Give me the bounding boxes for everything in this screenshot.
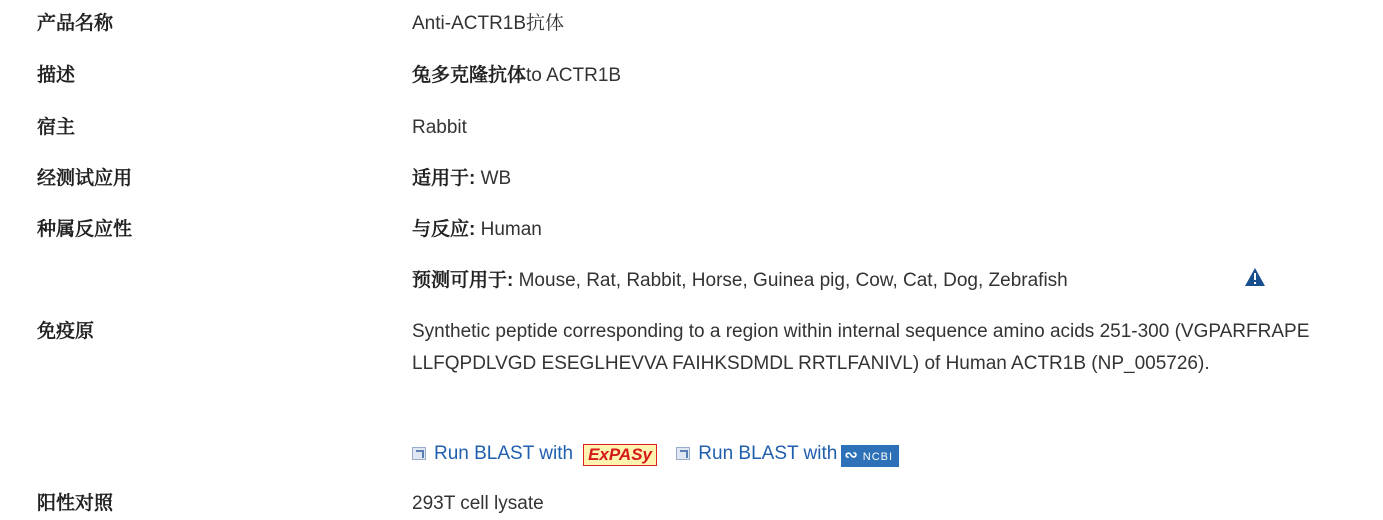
- description-bold: 兔多克隆抗体: [412, 65, 527, 86]
- value-tested-applications: [412, 163, 1357, 195]
- external-link-icon: [412, 447, 426, 460]
- reacts-bold: 与反应:: [412, 219, 476, 240]
- blast-expasy-text: Run BLAST with: [434, 443, 574, 464]
- applications-rest: WB: [475, 168, 512, 189]
- label-immunogen: 免疫原: [37, 321, 95, 342]
- label-product-name: 产品名称: [37, 13, 114, 34]
- warning-triangle-icon[interactable]: [1244, 267, 1266, 287]
- description-rest: to ACTR1B: [526, 65, 622, 86]
- expasy-logo: ExPASy: [583, 444, 657, 466]
- predicted-bold: 预测可用于:: [412, 270, 514, 291]
- predicted-rest: Mouse, Rat, Rabbit, Horse, Guinea pig, Cow, Cat, Dog, Zebrafish: [513, 270, 1068, 291]
- ncbi-logo-text: NCBI: [862, 451, 894, 463]
- value-predicted: [412, 265, 1372, 297]
- blast-links: [412, 442, 899, 467]
- blast-ncbi-text: Run BLAST with: [698, 443, 838, 464]
- reacts-rest: Human: [475, 219, 542, 240]
- label-tested-applications: 经测试应用: [37, 168, 133, 189]
- label-species-reactivity: 种属反应性: [37, 219, 133, 240]
- applications-bold: 适用于:: [412, 168, 476, 189]
- run-blast-ncbi-link[interactable]: [676, 442, 899, 467]
- value-immunogen: Synthetic peptide corresponding to a region within internal sequence amino acids 251-300 (VGPARFRAPE LLFQPDLVGD ESEGLHEVVA FAIHKSDMDL RRTLFANIVL) of Human ACTR1B (NP_005726).: [412, 321, 1310, 374]
- value-host: Rabbit: [412, 117, 467, 138]
- value-positive-control: 293T cell lysate: [412, 493, 544, 514]
- value-description: [412, 60, 1357, 92]
- value-reacts-with: [412, 214, 1357, 246]
- external-link-icon: [676, 447, 690, 460]
- label-host: 宿主: [37, 117, 76, 138]
- label-positive-control: 阳性对照: [37, 493, 114, 514]
- value-product-name: Anti-ACTR1B抗体: [412, 13, 565, 34]
- run-blast-expasy-link[interactable]: [412, 442, 657, 466]
- ncbi-logo: [841, 445, 899, 467]
- label-description: 描述: [37, 65, 76, 86]
- ncbi-helix-icon: ∾: [844, 447, 859, 464]
